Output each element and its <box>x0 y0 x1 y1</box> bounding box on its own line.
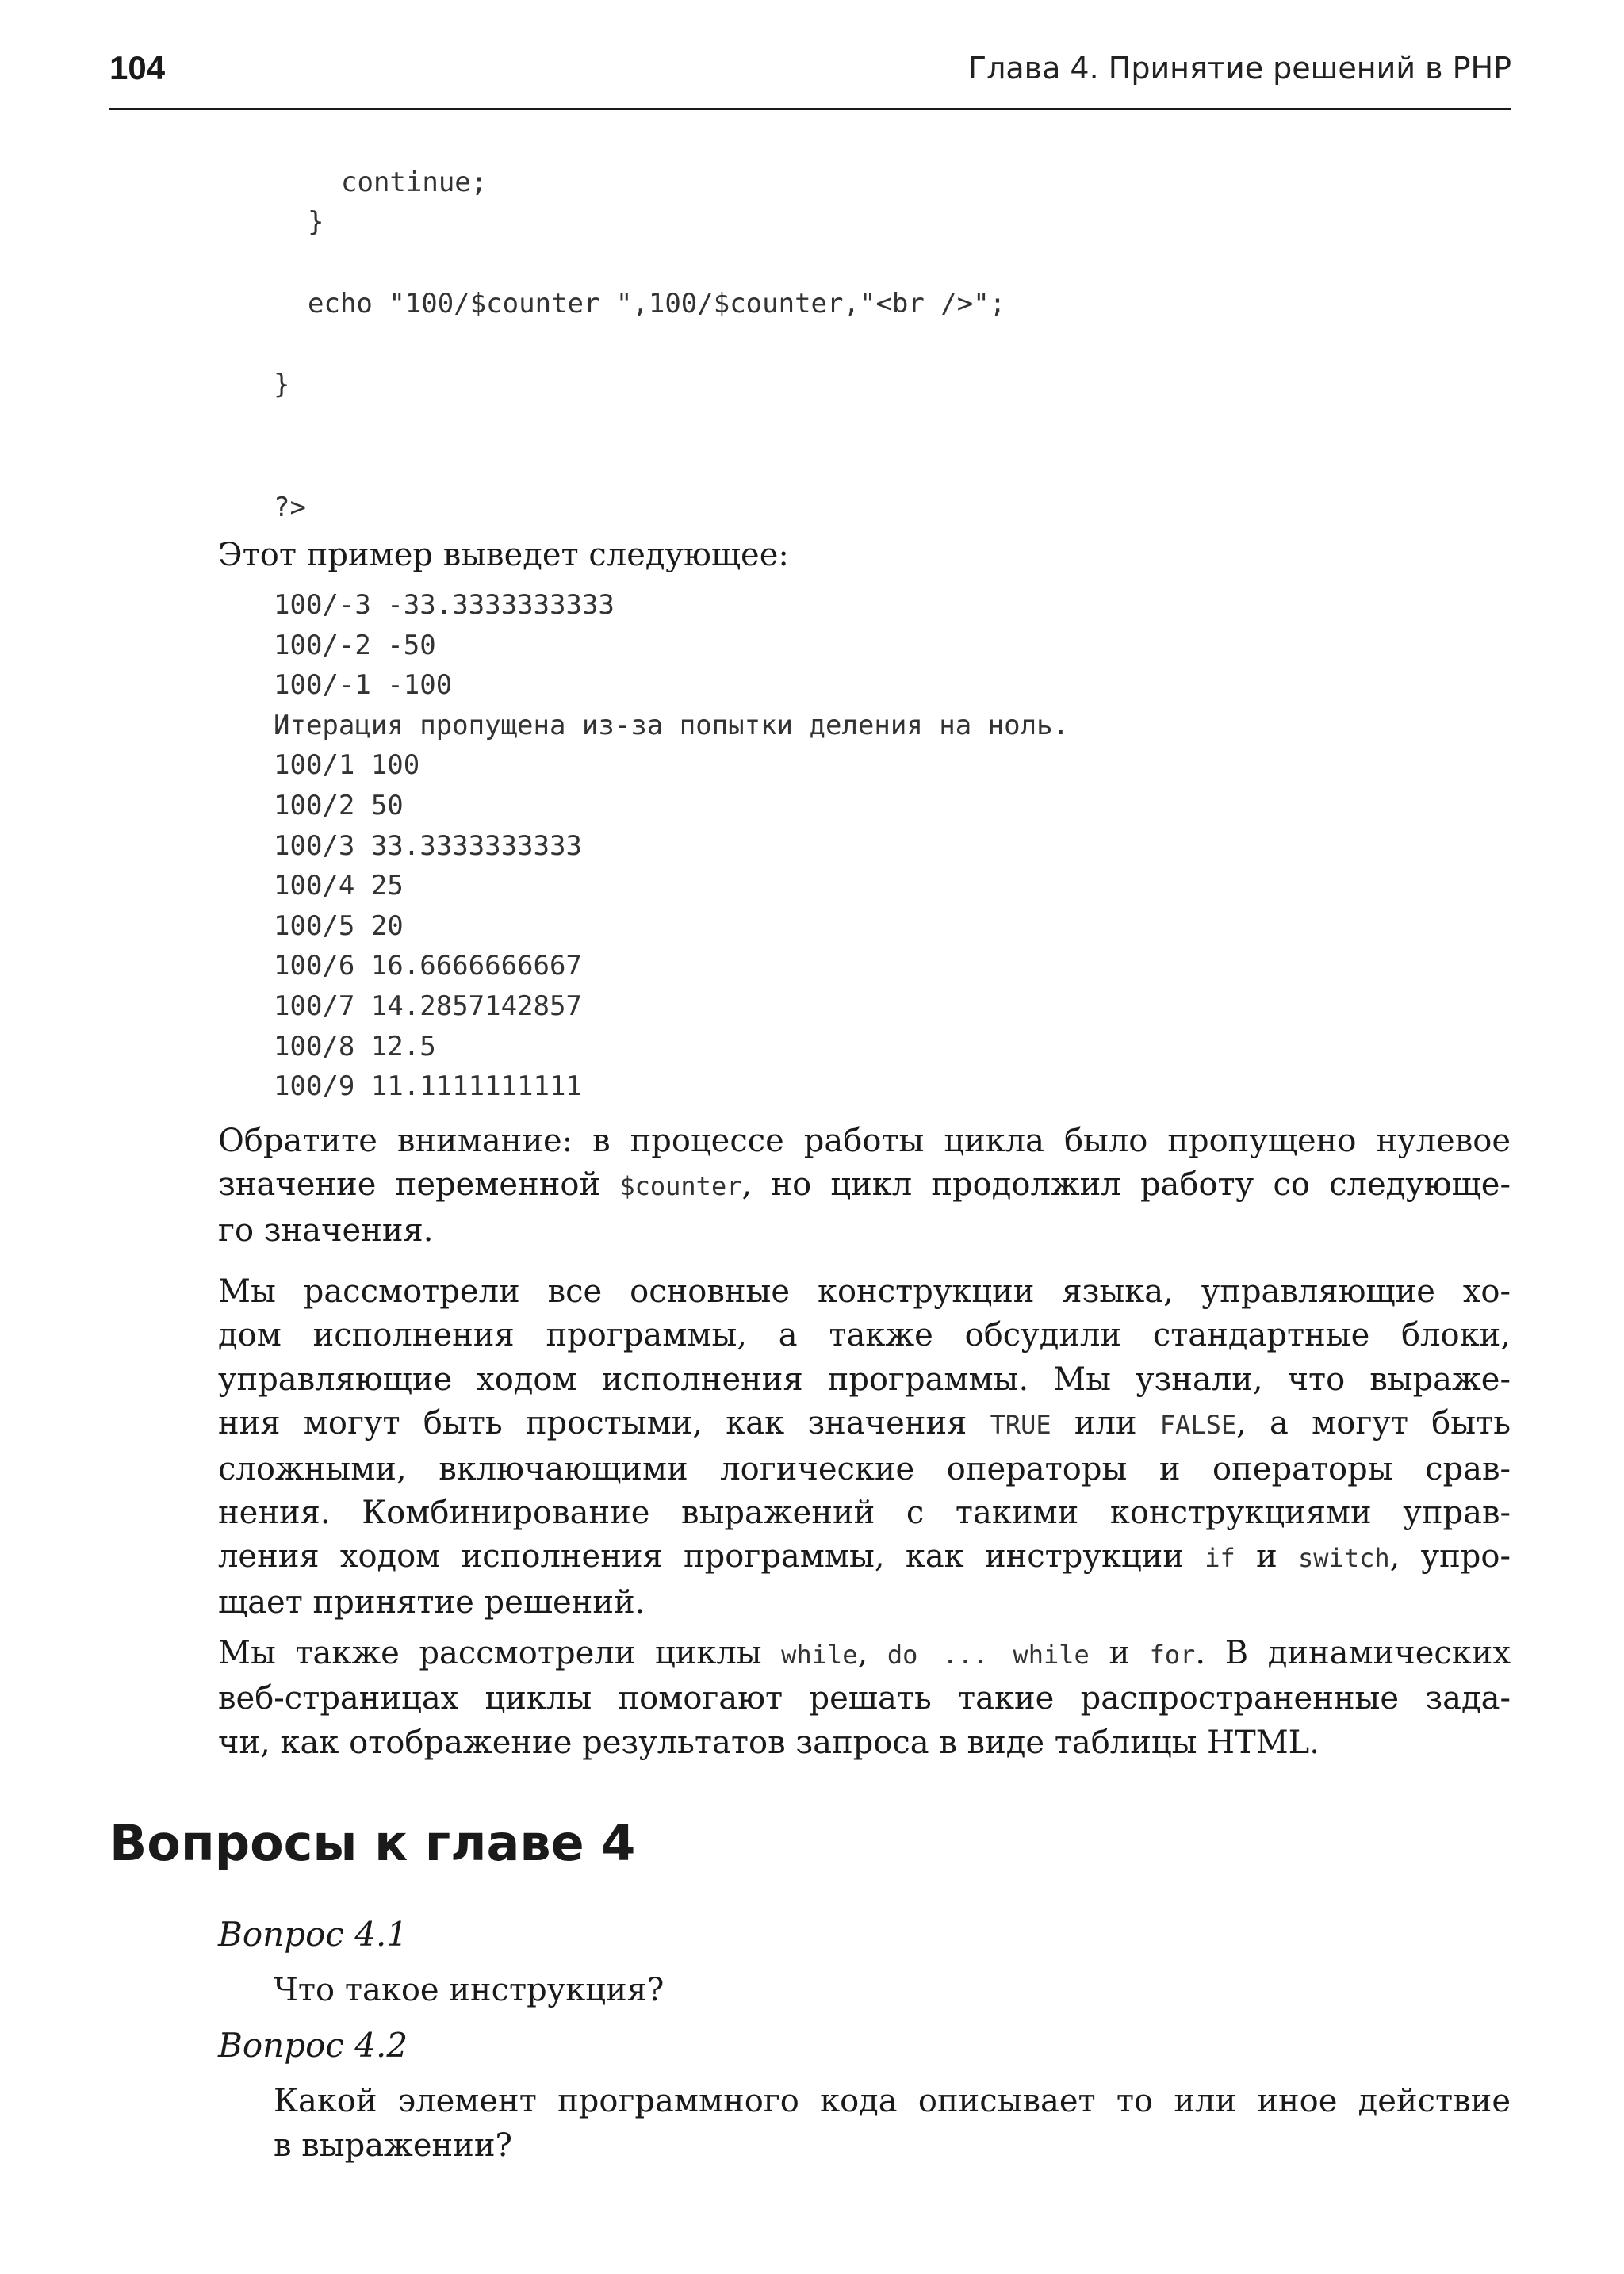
question-label: Вопрос 4.2 <box>218 2026 408 2065</box>
output-line: 100/-3 -33.3333333333 <box>274 589 615 621</box>
code-line: continue; <box>341 167 488 198</box>
text-line: го значения. <box>218 1212 434 1249</box>
question-text: Какой элемент программного кода описывает то или иное действие в выражении? <box>274 2083 1511 2164</box>
output-line: 100/6 16.6666666667 <box>274 950 582 982</box>
output-intro-text: Этот пример выведет следующее: <box>218 537 789 573</box>
paragraph-summary <box>218 1270 1511 1625</box>
text-line: Мы также рассмотрели циклы while, do ... while и for. В динамических <box>218 1635 1511 1671</box>
header-rule <box>109 108 1511 110</box>
question-text: Что такое инструкция? <box>274 1972 665 2008</box>
inline-code: while <box>781 1640 858 1670</box>
running-header-title: Глава 4. Принятие решений в PHP <box>967 51 1511 86</box>
text-line: ния могут быть простыми, как значения TRUE или FALSE, а могут быть <box>218 1405 1511 1442</box>
text-line: щает принятие решений. <box>218 1583 645 1621</box>
text-line: Обратите внимание: в процессе работы цикла было пропущено нулевое <box>218 1123 1511 1159</box>
inline-code: for <box>1149 1640 1196 1670</box>
output-line: 100/-1 -100 <box>274 669 453 702</box>
inline-code: do ... while <box>887 1640 1090 1670</box>
inline-code: $counter <box>619 1171 742 1202</box>
output-line: 100/4 25 <box>274 870 404 902</box>
text-line: чи, как отображение результатов запроса в виде таблицы HTML. <box>218 1724 1320 1761</box>
text-line: дом исполнения программы, а также обсудили стандартные блоки, <box>218 1317 1511 1354</box>
text-line: нения. Комбинирование выражений с такими конструкциями управ- <box>218 1495 1511 1532</box>
text-line: ления ходом исполнения программы, как инструкции if и switch, упро- <box>218 1538 1511 1575</box>
output-line: 100/3 33.3333333333 <box>274 829 582 862</box>
inline-code: if <box>1205 1543 1235 1574</box>
paragraph-note <box>218 1120 1511 1253</box>
output-line: 100/5 20 <box>274 909 404 942</box>
output-line: 100/9 11.1111111111 <box>274 1070 582 1103</box>
paragraph-loops <box>218 1632 1511 1765</box>
text-line: сложными, включающими логические операторы и операторы срав- <box>218 1450 1511 1487</box>
text-line: веб-страницах циклы помогают решать такие распространенные зада- <box>218 1680 1511 1717</box>
text-line: значение переменной $counter, но цикл продолжил работу со следующе- <box>218 1166 1511 1204</box>
code-line: echo "100/$counter ",100/$counter,"<br />"; <box>308 288 1006 320</box>
page-number: 104 <box>109 49 166 86</box>
inline-code: FALSE <box>1159 1410 1237 1441</box>
text-line: Мы рассмотрели все основные конструкции языка, управляющие хо- <box>218 1273 1511 1310</box>
output-line: 100/8 12.5 <box>274 1030 436 1062</box>
section-heading: Вопросы к главе 4 <box>109 1814 636 1872</box>
code-line: } <box>308 206 324 238</box>
code-line: ?> <box>274 492 306 523</box>
question-label: Вопрос 4.1 <box>218 1915 408 1954</box>
code-line: } <box>274 369 290 400</box>
output-line: 100/-2 -50 <box>274 629 436 661</box>
output-line: 100/1 100 <box>274 749 420 782</box>
inline-code: TRUE <box>990 1410 1051 1441</box>
program-output <box>274 585 1069 1107</box>
output-line: Итерация пропущена из-за попытки деления на ноль. <box>274 709 1070 741</box>
text-line: управляющие ходом исполнения программы. Мы узнали, что выраже- <box>218 1361 1511 1398</box>
inline-code: switch <box>1298 1543 1390 1574</box>
output-line: 100/2 50 <box>274 789 404 821</box>
output-line: 100/7 14.2857142857 <box>274 990 582 1022</box>
